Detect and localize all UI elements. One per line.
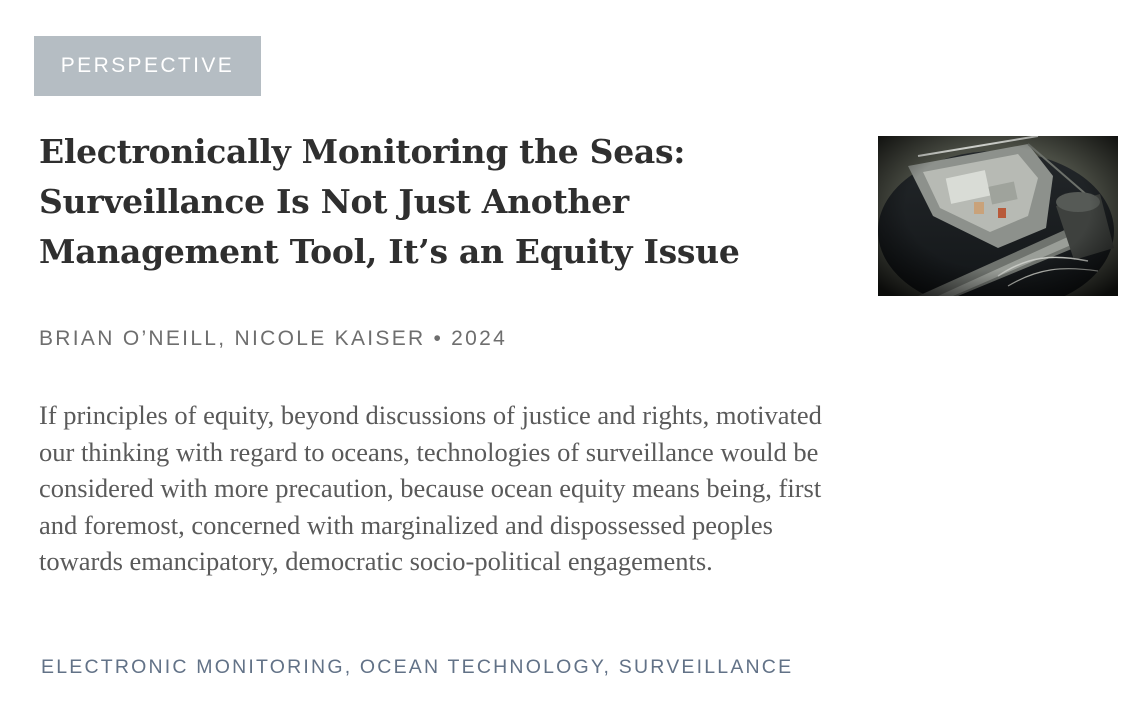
byline-separator: • xyxy=(433,327,444,350)
category-badge[interactable]: PERSPECTIVE xyxy=(34,36,261,96)
article-title[interactable]: Electronically Monitoring the Seas: Surveillance Is Not Just Another Management Tool, It’s an Equity Issue xyxy=(39,132,740,271)
article-abstract: If principles of equity, beyond discussions of justice and rights, motivated our thinking with regard to oceans, technologies of surveillance would be considered with more precaution, because ocean equity means being, first and foremost, concerned with marginalized and dispossessed peoples towards emancipatory, democratic socio-political engagements. xyxy=(39,400,822,577)
publication-year: 2024 xyxy=(451,327,508,350)
article-keywords: ELECTRONIC MONITORING, OCEAN TECHNOLOGY, SURVEILLANCE xyxy=(41,656,794,678)
fishing-boat-camera-photo-icon xyxy=(878,136,1118,296)
byline xyxy=(39,324,859,354)
article-thumbnail[interactable] xyxy=(878,136,1118,296)
authors: BRIAN O’NEILL, NICOLE KAISER xyxy=(39,327,426,350)
